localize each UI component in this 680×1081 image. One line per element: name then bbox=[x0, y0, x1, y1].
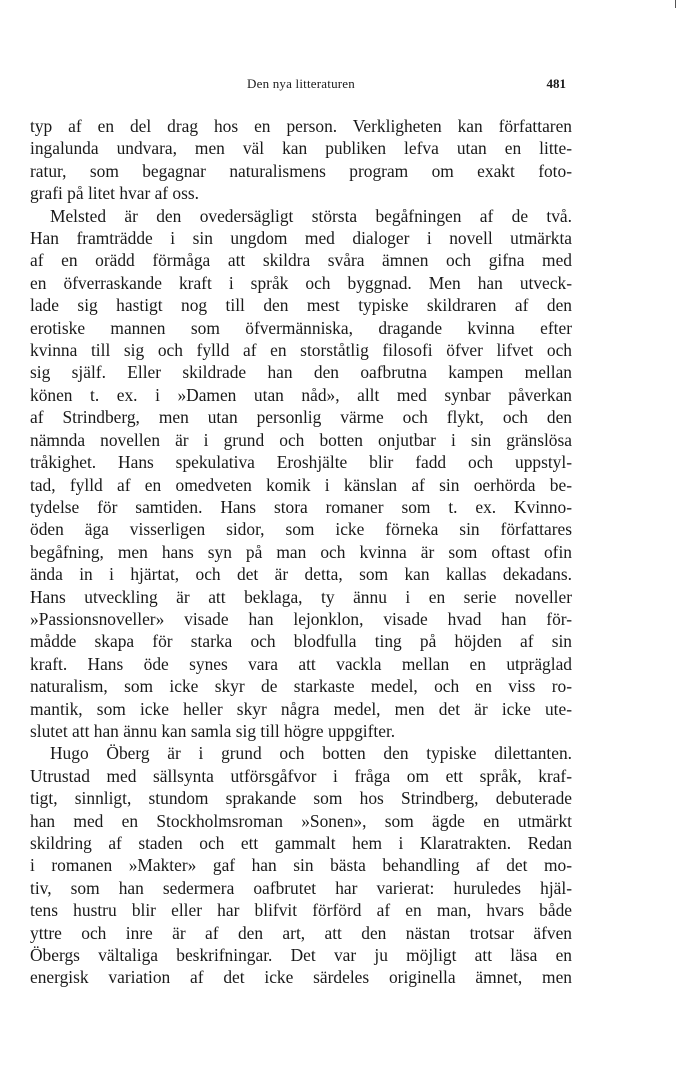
text-line: Melsted är den ovedersägligt största begåfningen af de två. bbox=[50, 205, 572, 226]
text-line: skildring af staden och ett gammalt hem i Klaratrakten. Redan bbox=[30, 833, 572, 853]
text-line: slutet att han ännu kan samla sig till högre uppgifter. bbox=[30, 720, 396, 741]
text-line: könen t. ex. i »Damen utan nåd», allt med synbar påverkan bbox=[30, 384, 572, 405]
text-line: öden äga visserligen sidor, som icke förneka sin författares bbox=[30, 519, 572, 540]
text-line: typ af en del drag hos en person. Verkligheten kan författaren bbox=[30, 116, 572, 136]
text-line: mantik, som icke heller skyr några medel, men det är icke ute- bbox=[30, 698, 572, 719]
paragraph bbox=[30, 115, 572, 205]
text-line: sig själf. Eller skildrade han den oafbrutna kampen mellan bbox=[30, 362, 572, 383]
text-line: Utrustad med sällsynta utförsgåfvor i fråga om ett språk, kraf- bbox=[30, 765, 572, 786]
text-line: lade sig hastigt nog till den mest typiske skildraren af den bbox=[30, 295, 572, 316]
text-line: Hans utveckling är att beklaga, ty ännu i en serie noveller bbox=[30, 586, 572, 607]
text-line: energisk variation af det icke särdeles originella ämnet, men bbox=[30, 967, 572, 988]
page-number: 481 bbox=[546, 76, 566, 91]
text-line: af Strindberg, men utan personlig värme och flykt, och den bbox=[30, 407, 572, 428]
text-line: tens hustru blir eller har blifvit förförd af en man, hvars både bbox=[30, 900, 572, 921]
text-line: i romanen »Makter» gaf han sin bästa behandling af det mo- bbox=[30, 855, 572, 876]
text-line: ingalunda undvara, men väl kan publiken lefva utan en litte- bbox=[30, 138, 572, 159]
text-line: Öbergs vältaliga beskrifningar. Det var ju möjligt att läsa en bbox=[30, 945, 572, 966]
text-line: erotiske mannen som öfvermänniska, dragande kvinna efter bbox=[30, 317, 572, 338]
text-line: kraft. Hans öde synes vara att vackla mellan en utpräglad bbox=[30, 653, 572, 674]
text-line: tigt, sinnligt, stundom sprakande som hos Strindberg, debuterade bbox=[30, 788, 572, 809]
text-line: en öfverraskande kraft i språk och byggnad. Men han utveck- bbox=[30, 272, 572, 293]
text-line: kvinna till sig och fylld af en storståtlig filosofi öfver lifvet och bbox=[30, 340, 572, 361]
text-line: ratur, som begagnar naturalismens program om exakt foto- bbox=[30, 160, 572, 181]
text-line: naturalism, som icke skyr de starkaste medel, och en viss ro- bbox=[30, 676, 572, 697]
text-line: Hugo Öberg är i grund och botten den typiske dilettanten. bbox=[50, 743, 572, 764]
paragraph bbox=[30, 205, 572, 743]
paragraph bbox=[30, 742, 572, 988]
text-line: ända in i hjärtat, och det är detta, som kan kallas dekadans. bbox=[30, 564, 572, 585]
text-line: Han framträdde i sin ungdom med dialoger i novell utmärkta bbox=[30, 228, 572, 249]
text-line: tydelse för samtiden. Hans stora romaner som t. ex. Kvinno- bbox=[30, 496, 572, 517]
body-text bbox=[30, 115, 572, 989]
running-title: Den nya litteraturen bbox=[247, 76, 355, 91]
text-line: tiv, som han sedermera oafbrutet har varierat: huruledes hjäl- bbox=[30, 877, 572, 898]
text-line: han med en Stockholmsroman »Sonen», som ägde en utmärkt bbox=[30, 810, 572, 831]
text-line: mådde skapa för starka och blodfulla ting på höjden af sin bbox=[30, 631, 572, 652]
text-line: nämnda novellen är i grund och botten onjutbar i sin gränslösa bbox=[30, 429, 572, 450]
text-line: tad, fylld af en omedveten komik i känslan af sin oerhörda be- bbox=[30, 474, 572, 495]
text-line: tråkighet. Hans spekulativa Eroshjälte blir fadd och uppstyl- bbox=[30, 452, 572, 473]
text-line: af en orädd förmåga att skildra svåra ämnen och gifna med bbox=[30, 250, 572, 271]
text-line: grafi på litet hvar af oss. bbox=[30, 183, 200, 204]
text-line: begåfning, men hans syn på man och kvinna är som oftast ofin bbox=[30, 541, 572, 562]
page-header bbox=[30, 76, 572, 98]
text-line: yttre och inre är af den art, att den nästan trotsar äfven bbox=[30, 922, 572, 943]
scan-mark bbox=[675, 0, 676, 8]
text-line: »Passionsnoveller» visade han lejonklon, visade hvad han för- bbox=[30, 608, 572, 629]
